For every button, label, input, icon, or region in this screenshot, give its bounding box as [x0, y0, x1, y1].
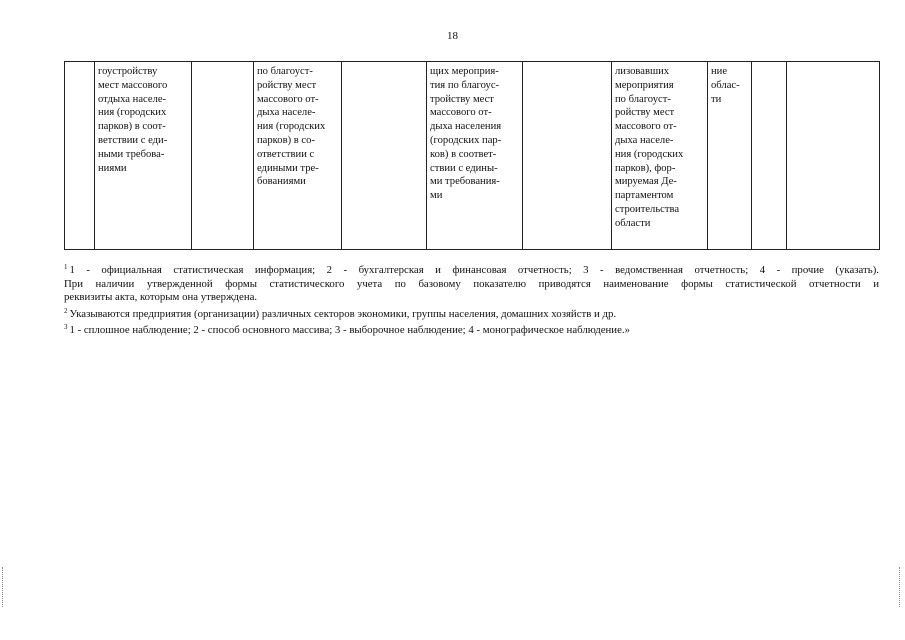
table-cell-5	[342, 62, 427, 250]
table-cell-3	[192, 62, 254, 250]
cell-text-line: ными требова-	[98, 148, 165, 160]
cell-text-line: ния (городских	[257, 121, 326, 133]
table-row	[65, 62, 880, 250]
table-cell-8	[612, 62, 708, 250]
table-cell-11	[787, 62, 880, 250]
cell-text-line: тройству мест	[430, 93, 494, 105]
cell-text-line: массового от-	[615, 121, 677, 133]
table-cell-10	[752, 62, 787, 250]
footnote-1	[64, 261, 879, 305]
cell-text-line: по благоуст-	[257, 66, 313, 77]
cell-text-line: дыха населе-	[615, 134, 674, 146]
cell-text-line: ние	[711, 66, 728, 77]
cell-text-line: облас-	[711, 79, 740, 91]
footnote-1-marker: 1	[64, 263, 68, 271]
footnote-3-text: 1 - сплошное наблюдение; 2 - способ основного массива; 3 - выборочное наблюдение; 4 - монографическое наблюдение.»	[69, 324, 630, 337]
footnote-2-marker: 2	[64, 306, 68, 315]
table-cell-1	[65, 62, 95, 250]
footnote-1-line-1	[64, 261, 879, 278]
footnote-2	[64, 305, 879, 322]
cell-text-line: ответствии с	[257, 148, 315, 160]
footnote-1-line-3: реквизиты акта, которым она утверждена.	[64, 291, 258, 304]
footnote-3-marker: 3	[64, 323, 68, 332]
cell-text-line: парков), фор-	[615, 162, 676, 174]
cell-text-line: ния (городских	[615, 148, 684, 160]
cell-text-line: ти	[711, 93, 722, 105]
cell-text-line: мируемая Де-	[615, 176, 677, 188]
page-number: 18	[447, 30, 458, 42]
cell-text-line: ройству мест	[257, 79, 317, 91]
cell-text-line: бованиями	[257, 176, 306, 188]
cell-text-line: ветствии с еди-	[98, 134, 168, 146]
cell-text-line: массового от-	[257, 93, 319, 105]
cell-text-line: ми требования-	[430, 176, 500, 188]
table-cell-2	[95, 62, 192, 250]
cell-text-line: ков) в соответ-	[430, 148, 497, 160]
footnote-2-text: Указываются предприятия (организации) различных секторов экономики, группы населения, домашних хозяйств и др.	[69, 307, 617, 320]
cell-text-line: едиными тре-	[257, 162, 319, 174]
cell-text-line: ниями	[98, 162, 127, 174]
cell-text-line: мест массового	[98, 79, 168, 91]
footnote-1-text-1: 1 - официальная статистическая информация; 2 - бухгалтерская и финансовая отчетность; 3 - ведомственная отчетность; 4 - прочие (указать).	[69, 264, 879, 276]
continuation-table	[64, 61, 880, 250]
cell-text-line: парков) в со-	[257, 134, 315, 146]
footnote-1-line-2: При наличии утвержденной формы статистического учета по базовому показателю приводятся наименование формы статистической отчетности и	[64, 277, 879, 290]
cell-text-line: ройству мест	[615, 107, 675, 119]
left-edge-mark	[2, 567, 6, 607]
cell-text-line: мероприятия	[615, 79, 674, 91]
cell-text-line: дыха населе-	[257, 107, 316, 119]
table-cell-6	[427, 62, 523, 250]
cell-text-line: гоустройству	[98, 66, 158, 77]
cell-text-line: строительства	[615, 203, 680, 215]
cell-text-line: ния (городских	[98, 107, 167, 119]
right-edge-mark	[899, 567, 903, 607]
cell-text-line: ми	[430, 190, 443, 202]
cell-text-line: щих мероприя-	[430, 66, 499, 77]
cell-text-line: парков) в соот-	[98, 121, 166, 133]
cell-text-line: области	[615, 217, 651, 229]
cell-text-line: отдыха населе-	[98, 93, 167, 105]
cell-text-line: ствии с едины-	[430, 162, 498, 174]
footnote-3	[64, 321, 879, 338]
cell-text-line: дыха населения	[430, 121, 502, 133]
table-cell-4	[254, 62, 342, 250]
cell-text-line: массового от-	[430, 107, 492, 119]
table-cell-9	[708, 62, 752, 250]
footnotes	[64, 261, 879, 338]
cell-text-line: (городских пар-	[430, 134, 502, 146]
cell-text-line: партаментом	[615, 190, 674, 202]
cell-text-line: тия по благоус-	[430, 79, 500, 91]
cell-text-line: лизовавших	[615, 66, 670, 77]
table-cell-7	[523, 62, 612, 250]
cell-text-line: по благоуст-	[615, 93, 671, 105]
